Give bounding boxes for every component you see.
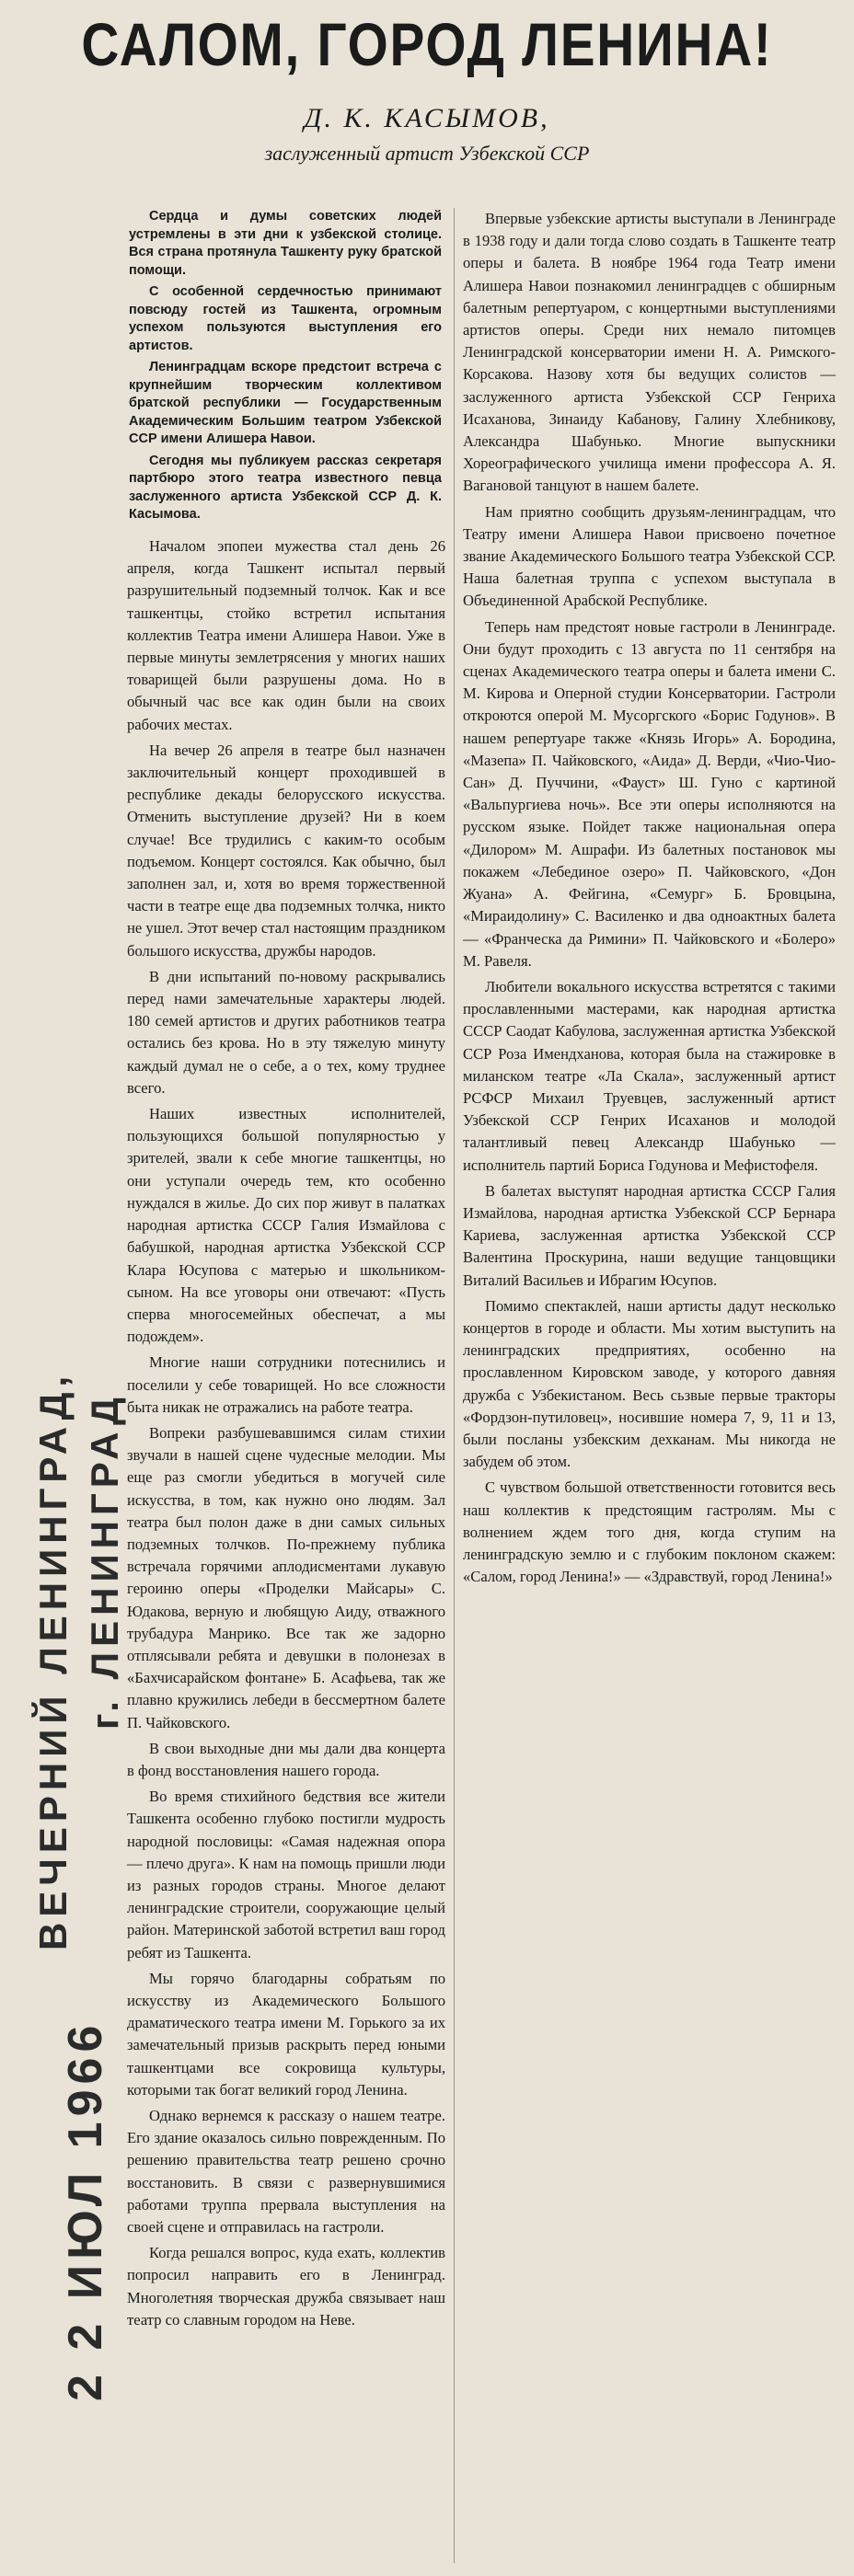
body-paragraph: В свои выходные дни мы дали два концерта в фонд восстановления нашего города.: [127, 1739, 445, 1779]
body-paragraph: Началом эпопеи мужества стал день 26 апреля, когда Ташкент испытал первый разрушительный подземный толчок. Как и все ташкентцы, стойко встретил испытания коллектив Театра имени Алишера Навои. Уже в первые минуты землетрясения у многих наших товарищей были разрушены дома. Но в обычный час все как один были на своих рабочих местах.: [127, 537, 445, 733]
body-paragraph: Когда решался вопрос, куда ехать, коллектив попросил направить его в Ленинград. Многолетняя творческая дружба связывает наш театр со славным городом на Неве.: [127, 2244, 445, 2329]
body-paragraph: Любители вокального искусства встретятся с такими прославленными мастерами, как народная артистка СССР Саодат Кабулова, заслуженная артистка Узбекской ССР Роза Имендханова, которая была на стажировке в миланском театре «Ла Скала», заслуженный артист РСФСР Михаил Труевцев, заслуженный артист Узбекской ССР Генрих Исаханов и молодой талантливый певец Александр Шабунько — исполнитель партий Бориса Годунова и Мефистофеля.: [463, 977, 836, 1174]
body-paragraph: Теперь нам предстоят новые гастроли в Ленинграде. Они будут проходить с 13 августа по 11 сентября на сценах Академического театра оперы и балета имени С. М. Кирова и Оперной студии Консерватории. Гастроли откроются оперой М. Мусоргского «Борис Годунов». В нашем репертуаре также «Князь Игорь» А. Бородина, «Мазепа» П. Чайковского, «Аида» Д. Верди, «Чио-Чио-Сан» Д. Пуччини, «Фауст» Ш. Гуно с картиной «Вальпургиева ночь». Все эти оперы исполняются на русском языке. Пойдет также национальная опера «Дилором» М. Ашрафи. Из балетных постановок мы покажем «Лебединое озеро» П. Чайковского, «Дон Жуана» А. Фейгина, «Семург» Б. Бровцына, «Мираидолину» С. Василенко и два одноактных балета — «Франческа да Римини» П. Чайковского и «Болеро» М. Равеля.: [463, 617, 836, 970]
lead-text: С особенной сердечностью принимают повсюду гостей из Ташкента, огромным успехом пользуются выступления его артистов.: [129, 284, 442, 353]
body-paragraph: Мы горячо благодарны собратьям по искусству из Академического Большого драматического театра имени М. Горького за их замечательный призыв раскрыть перед юными ташкентцами все сокровища культуры, которыми так богат великий город Ленина.: [127, 1969, 445, 2099]
body-paragraph: Впервые узбекские артисты выступали в Ленинграде в 1938 году и дали тогда слово создать в Ташкенте театр оперы и балета. В ноябре 1964 года Театр имени Алишера Навои познакомил ленинградцев с обширным балетным репертуаром, с концертными выступлениями артистов оперы. Среди них немало питомцев Ленинградской консерватории имени Н. А. Римского-Корсакова. Назову хотя бы ведущих солистов — заслуженного артиста Узбекской ССР Генриха Исаханова, Зинаиду Кабанову, Галину Хлебникову, Александра Шабунько. Многие выпускники Хореографического училища имени профессора А. Я. Вагановой танцуют в нашем балете.: [463, 210, 836, 495]
lead-text: Сердца и думы советских людей устремлены в эти дни к узбекской столице. Вся страна протянула Ташкенту руку братской помощи.: [129, 209, 442, 278]
body-paragraph: Наших известных исполнителей, пользующихся большой популярностью у зрителей, звали к себе многие ташкентцы, но они уступали очередь тем, кто особенно нуждался в жилье. До сих пор живут в палатках народная артистка СССР Галия Измайлова с бабушкой, народная артистка Узбекской ССР Клара Юсупова с матерью и школьником-сыном. На все уговоры они отвечают: «Пусть сперва многосемейных обеспечат, а мы подождем».: [127, 1105, 445, 1346]
stamp-city: г. ЛЕНИНГРАД: [83, 1392, 126, 1730]
body-paragraph: С чувством большой ответственности готовится весь наш коллектив к предстоящим гастролям. Мы с волнением ждем того дня, когда ступим на ленинградскую землю и с глубоким поклоном скажем: «Салом, город Ленина!» — «Здравствуй, город Ленина!»: [463, 1478, 836, 1586]
author-title: заслуженный артист Узбекской ССР: [264, 142, 590, 165]
article-column-right: [463, 208, 836, 1588]
body-paragraph: На вечер 26 апреля в театре был назначен заключительный концерт проходившей в республике декады белорусского искусства. Отменить выступление друзей? Ни в коем случае! Все трудились с каким-то особым подъемом. Концерт состоялся. Как обычно, был заполнен зал, и, хотя во время торжественной части в театре еще два подземных толчка, никто не ушел. Этот вечер стал настоящим праздником большого искусства, дружбы народов.: [127, 741, 445, 960]
body-paragraph: В балетах выступят народная артистка СССР Галия Измайлова, народная артистка Узбекской ССР Бернара Кариева, заслуженная артистка Узбекской ССР Валентина Проскурина, наши ведущие танцовщики Виталий Васильев и Ибрагим Юсупов.: [463, 1181, 836, 1289]
body-paragraph: Во время стихийного бедствия все жители Ташкента особенно глубоко постигли мудрость народной пословицы: «Самая надежная опора — плечо друга». К нам на помощь пришли люди из разных городов страны. Многое делают ленинградские строители, сооружающие целый район. Материнской заботой встретил ваш город ребят из Ташкента.: [127, 1788, 445, 1961]
body-paragraph: В дни испытаний по-новому раскрывались перед нами замечательные характеры людей. 180 семей артистов и других работников театра остались без крова. Но в эту тяжелую минуту каждый думал не о себе, а о тех, кому труднее всего.: [127, 967, 445, 1097]
column-divider: [454, 208, 455, 2563]
lead-text: Ленинградцам вскоре предстоит встреча с крупнейшим творческим коллективом братской республики — Государственным Академическим Большим театром Узбекской ССР имени Алишера Навои.: [129, 360, 442, 446]
stamp-newspaper-name: ВЕЧЕРНИЙ ЛЕНИНГРАД,: [31, 1370, 75, 1950]
body-paragraph: Многие наши сотрудники потеснились и поселили у себе товарищей. Но все сложности быта никак не отражались на работе театра.: [127, 1353, 445, 1416]
body-paragraph: Однако вернемся к рассказу о нашем театре. Его здание оказалось сильно поврежденным. По решению правительства театр решено срочно восстановить. В связи с развернувшимися работами труппа прервала выступления на своей сцене и отправилась на гастроли.: [127, 2107, 445, 2237]
author-name: Д. К. КАСЫМОВ,: [304, 103, 550, 133]
lead-text: Сегодня мы публикуем рассказ секретаря партбюро этого театра известного певца заслуженного артиста Узбекской ССР Д. К. Касымова.: [129, 453, 442, 522]
article-column-left: [127, 535, 445, 2331]
body-paragraph: Нам приятно сообщить друзьям-ленинградцам, что Театру имени Алишера Навои присвоено почетное звание Академического Большого театра Узбекской ССР. Наша балетная труппа с успехом выступала в Объединенной Арабской Республике.: [463, 502, 836, 610]
stamp-date: 2 2 ИЮЛ 1966: [59, 2019, 112, 2401]
headline: САЛОМ, ГОРОД ЛЕНИНА!: [81, 10, 773, 78]
body-paragraph: Помимо спектаклей, наши артисты дадут несколько концертов в городе и области. Мы хотим выступить на ленинградских предприятиях, особенно на прославленном Кировском заводе, у которого давняя дружба с Узбекистаном. Весь сьзвые первые тракторы «Фордзон-путиловец», носившие номера 7, 9, 11 и 13, были посланы узбекским дехканам. Мы никогда не забудем об этом.: [463, 1296, 836, 1471]
stamp-graphic: [9, 1306, 147, 2410]
lead-paragraph: [129, 208, 442, 528]
body-paragraph: Вопреки разбушевавшимся силам стихии звучали в нашей сцене чудесные мелодии. Мы еще раз смогли убедиться в могучей силе искусства, в том, как нужно оно людям. Зал театра был полон даже в дни самых сильных подземных толчков. По-прежнему публика встречала горячими аплодисментами лукавую героиню оперы «Проделки Майсары» С. Юдакова, верную и любящую Аиду, отважного трубадура Манрико. Все так же задорно отплясывали ребята и девушки в полонезах в «Бахчисарайском фонтане» Б. Асафьева, так же плавно кружились лебеди в бессмертном балете П. Чайковского.: [127, 1423, 445, 1731]
archive-date-stamp: [9, 1306, 147, 2410]
